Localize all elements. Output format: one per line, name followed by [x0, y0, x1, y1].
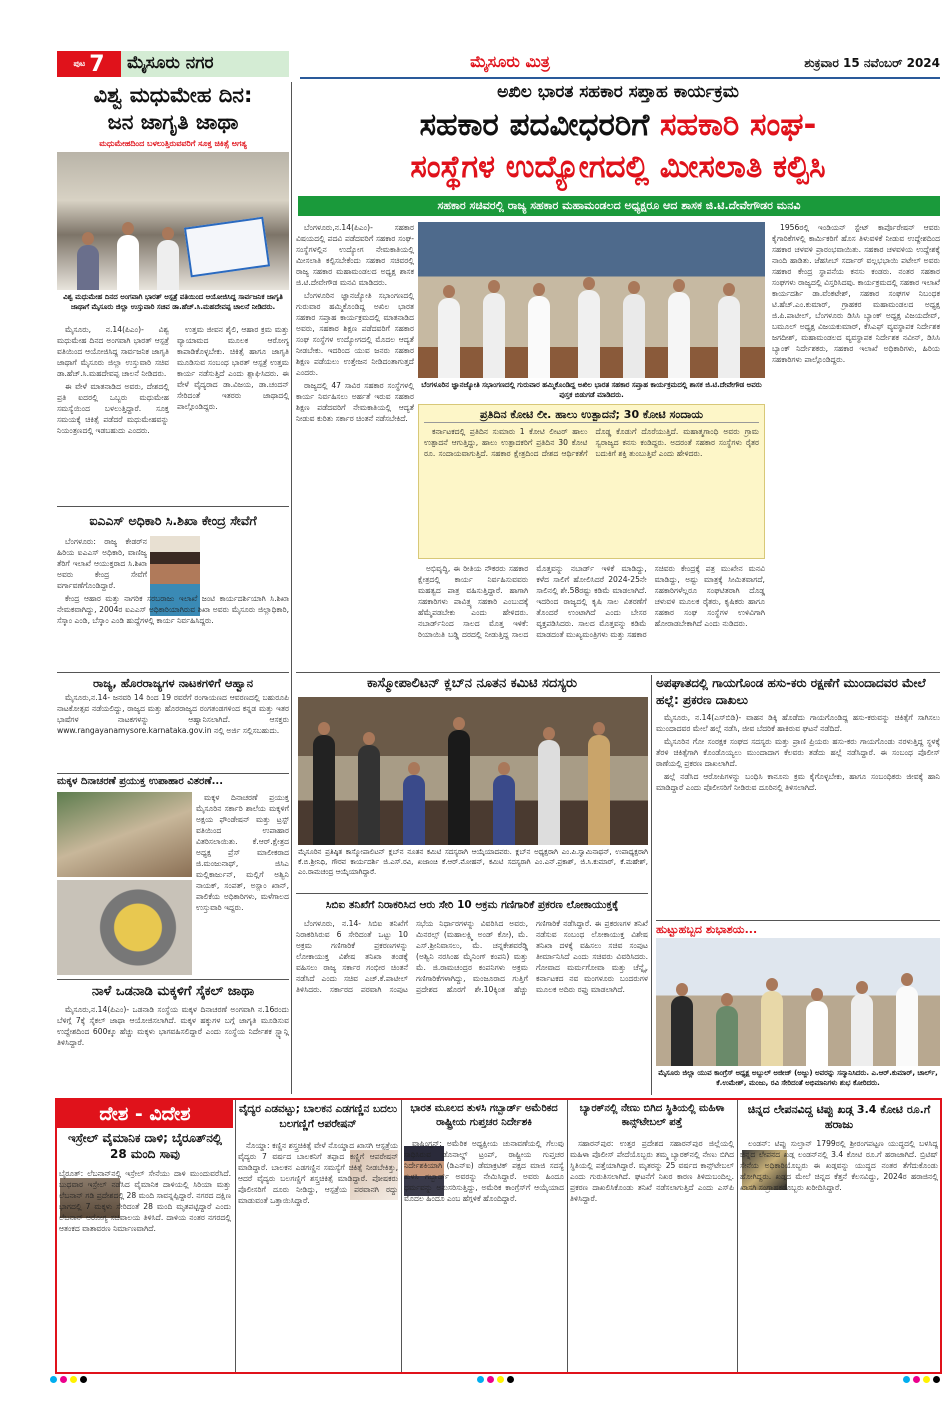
lokayukta-headline: ಸಿಬಿಐ ತನಿಖೆಗೆ ನಿರಾಕರಿಸಿದ ಆರು ಸೇರಿ 10 ಅಕ್ರಮ ಗಣಿಗಾರಿಕೆ ಪ್ರಕರಣ ಲೋಕಾಯುಕ್ತಕ್ಕೆ [325, 899, 619, 911]
paragraph: ಬೆಂಗಳೂರು, ನ.14- ಸಿಬಿಐ ತನಿಖೆಗೆ ನಿರಾಕರಿಸಿರುವ 6 ಸೇರಿದಂತೆ ಒಟ್ಟು 10 ಅಕ್ರಮ ಗಣಿಗಾರಿಕೆ ಪ್ರಕರಣಗಳನ್ನು ಲೋಕಾಯುಕ್ತ ವಿಶೇಷ ತನಿಖಾ ತಂಡಕ್ಕೆ ವಹಿಸಲು ರಾಜ್ಯ ಸರ್ಕಾರ ಗಂಭೀರ ಚಿಂತನೆ ನಡೆಸಿದೆ ಎಂದು ಸಚಿವ ಎಚ್.ಕೆ.ಪಾಟೀಲ್ ತಿಳಿಸಿದರು. ಸರ್ಕಾರದ ಪರವಾಗಿ ಸಂಪುಟ ಸಭೆಯ ನಿರ್ಧಾರಗಳನ್ನು ವಿವರಿಸಿದ ಅವರು, ಮಿನರಲ್ಸ್ (ಮಹಾಲಕ್ಷ್ಮಿ ಅಂಡ್ ಕೋ), ಮೆ. ಎಸ್.ಶ್ರೀನಿವಾಸಲು, ಮೆ. ಚನ್ನಕೇಶವರೆಡ್ಡಿ (ಅಶ್ವಿನಿ ನರಸಿಂಹ ಮೈನಿಂಗ್ ಕಂಪನಿ) ಮತ್ತು ಮೆ. ಜಿ.ರಾಮಚಂದ್ರರ ಕಂಪನಿಗಳು ಅಕ್ರಮ ಗಣಿಗಾರಿಕೆಗಳಾಗಿದ್ದು, ಮಂಜೂರಾದ ಗುತ್ತಿಗೆ ಪ್ರದೇಶದ ಹೊರಗೆ ಶೇ.10ಕ್ಕಿಂತ ಹೆಚ್ಚು ಗಣಿಗಾರಿಕೆ ನಡೆಸಿದ್ದಾರೆ. ಈ ಪ್ರಕರಣಗಳ ತನಿಖೆ ನಡೆಸುವ ಸಂಬಂಧ ಲೋಕಾಯುಕ್ತ ವಿಶೇಷ ತನಿಖಾ ದಳಕ್ಕೆ ವಹಿಸಲು ಸಚಿವ ಸಂಪುಟ ತೀರ್ಮಾನಿಸಿದೆ ಎಂದು ಸಚಿವರು ವಿವರಿಸಿದರು. ಗೋವಾದ ಮರ್ಮಗೋವಾ ಮತ್ತು ಚೆನ್ನೈ, ಕರ್ನಾಟಕದ ನವ ಮಂಗಳೂರು ಬಂದರುಗಳ ಮೂಲಕ ಅದಿರು ರಫ್ತು ಮಾಡಲಾಗಿದೆ. [296, 919, 648, 994]
divider [656, 920, 940, 921]
ias-headline: ಐಎಎಸ್ ಅಧಿಕಾರಿ ಸಿ.ಶಿಖಾ ಕೇಂದ್ರ ಸೇವೆಗೆ [89, 513, 257, 528]
story-headline: ಭಾರತ ಮೂಲದ ತುಳಸಿ ಗಬ್ಬಾರ್ಡ್ ಅಮೆರಿಕದ ರಾಷ್ಟ್ರೀಯ ಗುಪ್ತಚರ ನಿರ್ದೇಶಕಿ [410, 1103, 558, 1128]
headline-red: ಸಂಸ್ಥೆಗಳ ಉದ್ಯೋಗದಲ್ಲಿ ಮೀಸಲಾತಿ ಕಲ್ಪಿಸಿ [410, 149, 826, 185]
divider [57, 773, 289, 774]
divider [296, 672, 940, 673]
food-distribution-photo-2 [57, 880, 192, 975]
box-headline: ಪ್ರತಿದಿನ ಕೋಟಿ ಲೀ. ಹಾಲು ಉತ್ಪಾದನೆ; 30 ಕೋಟಿ ಸಂದಾಯ [424, 408, 759, 423]
paragraph: ಮೈಸೂರಿನ ಗೋ ಸಂರಕ್ಷಕ ಸಂಘದ ಸದಸ್ಯರು ಮತ್ತು ಪ್ರಾಣಿ ಪ್ರಿಯರು ಹಸು-ಕರು ಗಾಯಗೊಂಡು ನರಳುತ್ತಿದ್ದ ಸ್ಥಳಕ್ಕೆ ತೆರಳಿ ಚಿಕಿತ್ಸೆಗಾಗಿ ಕೊಂಡೊಯ್ಯಲು ಮುಂದಾದಾಗ ಕೆಲವರು ತಡೆದು ಹಲ್ಲೆ ನಡೆಸಿದ್ದಾರೆ. ಈ ಸಂಬಂಧ ಪೊಲೀಸ್ ಠಾಣೆಯಲ್ಲಿ ಪ್ರಕರಣ ದಾಖಲಾಗಿದೆ. [656, 737, 940, 768]
drama-body [57, 692, 289, 770]
story-headline: ಬ್ಯಾರಕ್‌ನಲ್ಲಿ ನೇಣು ಬಿಗಿದ ಸ್ಥಿತಿಯಲ್ಲಿ ಮಹಿಳಾ ಕಾನ್ಸ್‌ಟೇಬಲ್ ಪತ್ತೆ [579, 1103, 725, 1128]
paragraph: ಮೈಸೂರು, ನ.14(ಪಿಎಂ)- ವಿಶ್ವ ಮಧುಮೇಹ ದಿನದ ಅಂಗವಾಗಿ ಭಾರತ್ ಆಸ್ಪತ್ರೆ ವತಿಯಿಂದ ಆಯೋಜಿಸಿದ್ದ ಸಾರ್ವಜನಿಕ ಜಾಗೃತಿ ಜಾಥಾಗೆ ಮೈಸೂರು ಜಿಲ್ಲಾ ಉಸ್ತುವಾರಿ ಸಚಿವ ಡಾ.ಹೆಚ್.ಸಿ.ಮಹದೇವಪ್ಪ ಚಾಲನೆ ನೀಡಿದರು. [57, 325, 169, 378]
story-body [404, 1138, 564, 1370]
paragraph: ಬೆಂಗಳೂರು: ರಾಜ್ಯ ಕೇಡರ್‌ನ ಹಿರಿಯ ಐಎಎಸ್ ಅಧಿಕಾರಿ, ವಾಣಿಜ್ಯ ತೆರಿಗೆ ಇಲಾಖೆ ಆಯುಕ್ತರಾದ ಸಿ.ಶಿಖಾ ಅವರು ಕೇಂದ್ರ ಸೇವೆಗೆ ವರ್ಗಾವಣೆಗೊಂಡಿದ್ದಾರೆ. [57, 537, 147, 590]
divider [651, 675, 652, 1095]
paragraph: ಮೈಸೂರು, ನ.14(ಎಸ್‌ಬಿಡಿ)- ವಾಹನ ಡಿಕ್ಕಿ ಹೊಡೆದು ಗಾಯಗೊಂಡಿದ್ದ ಹಸು-ಕರುವನ್ನು ಚಿಕಿತ್ಸೆಗೆ ಸಾಗಿಸಲು ಮುಂದಾದವರ ಮೇಲೆ ಹಲ್ಲೆ ನಡೆಸಿ, ಜೀವ ಬೆದರಿಕೆ ಹಾಕಿರುವ ಘಟನೆ ನಡೆದಿದೆ. [656, 713, 940, 733]
paragraph: ಮಕ್ಕಳ ದಿನಾಚರಣೆ ಪ್ರಯುಕ್ತ ಮೈಸೂರಿನ ಸರ್ಕಾರಿ ಶಾಲೆಯ ಮಕ್ಕಳಿಗೆ ಅಕ್ಷಯ ಫೌಂಡೇಷನ್ ಮತ್ತು ಟ್ರಸ್ಟ್ ವತಿಯಿಂದ ಉಪಾಹಾರ ವಿತರಿಸಲಾಯಿತು. ಕೆ.ಆರ್.ಕ್ಷೇತ್ರದ ಅಧ್ಯಕ್ಷ ಪ್ರೆಸ್ ಮಾಲೀಕರಾದ ಜಿ.ಮಂಜುನಾಥ್, ಜಿಸಿಎ ಮಲ್ಲಿಕಾರ್ಜುನ್, ಮಲ್ಲಿಗೆ ಅಶ್ವಿನಿ ನಾಯಕ್, ಸಂಪತ್, ಅಸ್ಲಾಂ ಖಾನ್, ಪಾಲಿಕೆಯ ಅಧಿಕಾರಿಗಳು, ಮಳೆಗಾಲದ ಉಸ್ತುವಾರಿ ಇದ್ದರು. [196, 793, 289, 912]
cooperative-event-caption: ಬೆಂಗಳೂರಿನ ಜ್ಞಾನಜ್ಯೋತಿ ಸಭಾಂಗಣದಲ್ಲಿ ಗುರುವಾರ ಹಮ್ಮಿಕೊಂಡಿದ್ದ ಅಖಿಲ ಭಾರತ ಸಹಕಾರ ಸಪ್ತಾಹ ಕಾರ್ಯಕ್ರಮದಲ್ಲಿ ಶಾಸಕ ಜಿ.ಟಿ.ದೇವೇಗೌಡ ಅವರು ಪುಸ್ತಕ ಬಿಡುಗಡೆ ಮಾಡಿದರು. [421, 381, 762, 399]
divider [57, 672, 289, 673]
lead-body-right [772, 222, 940, 670]
paragraph: ಅಭಿವೃದ್ಧಿ, ಈ ರೀತಿಯ ನೌಕರರು ಸಹಕಾರ ಕ್ಷೇತ್ರದಲ್ಲಿ ಕಾರ್ಯ ನಿರ್ವಹಿಸುವವರು ಮಹತ್ವದ ಪಾತ್ರ ವಹಿಸುತ್ತಿದ್ದಾರೆ. ಹಾಗಾಗಿ ಸಹಕಾರಿಗಳು ಪಾವಿತ್ರ್ಯ ಸಹಕಾರಿ ಎಂಬುದಕ್ಕೆ ಹೆಮ್ಮೆಪಡಬೇಕು ಎಂದು ಹೇಳಿದರು. ನಬಾರ್ಡ್‌ನಿಂದ ಸಾಲದ ಮೊತ್ತ ಇಳಿಕೆ: ರಿಯಾಯಿತಿ ಬಡ್ಡಿ ದರದಲ್ಲಿ ನೀಡುತ್ತಿದ್ದ ಸಾಲದ ಮೊತ್ತವನ್ನು ನಬಾರ್ಡ್ ಇಳಿಕೆ ಮಾಡಿದ್ದು, ಕಳೆದ ಸಾಲಿಗೆ ಹೋಲಿಸಿದರೆ 2024-25ನೇ ಸಾಲಿನಲ್ಲಿ ಶೇ.58ರಷ್ಟು ಕಡಿಮೆ ಮಾಡಲಾಗಿದೆ. ಇದರಿಂದ ರಾಜ್ಯದಲ್ಲಿ ಕೃಷಿ ಸಾಲ ವಿತರಣೆಗೆ ತೊಂದರೆ ಉಂಟಾಗಿದೆ ಎಂದು ಬೇಸರ ವ್ಯಕ್ತಪಡಿಸಿದರು. ಸಾಲದ ಮೊತ್ತವನ್ನು ಕಡಿಮೆ ಮಾಡದಂತೆ ಮುಖ್ಯಮಂತ್ರಿಗಳು ಮತ್ತು ಸಹಕಾರ ಸಚಿವರು ಕೇಂದ್ರಕ್ಕೆ ಪತ್ರ ಮುಖೇನ ಮನವಿ ಮಾಡಿದ್ದು, ಅಷ್ಟು ಮಾತ್ರಕ್ಕೆ ಸೀಮಿತವಾಗದೆ, ಸಹಕಾರಿಗಳೆಲ್ಲರೂ ಸಂಘಟಿತರಾಗಿ ದೊಡ್ಡ ಚಳುವಳಿ ಮೂಲಕ ರೈತರು, ಕೃಷಿಕರು ಹಾಗೂ ಸಹಕಾರ ಸಂಘ ಸಂಸ್ಥೆಗಳ ಉಳಿವಿಗಾಗಿ ಹೋರಾಡಬೇಕಾಗಿದೆ ಎಂದು ನುಡಿದರು. [418, 564, 765, 639]
food-distribution-photo-1 [57, 792, 192, 877]
page-number: 7 [89, 51, 105, 77]
paragraph: ಈ ವೇಳೆ ಮಾತನಾಡಿದ ಅವರು, ದೇಶದಲ್ಲಿ ಪ್ರತಿ ಐದರಲ್ಲಿ ಒಬ್ಬರು ಮಧುಮೇಹ ಸಮಸ್ಯೆಯಿಂದ ಬಳಲುತ್ತಿದ್ದಾರೆ. ಸೂಕ್ತ ಸಮಯಕ್ಕೆ ಚಿಕಿತ್ಸೆ ಪಡೆದರೆ ಮಧುಮೇಹವನ್ನು ನಿಯಂತ್ರಣದಲ್ಲಿ ಇಡಬಹುದು ಎಂದರು. [57, 382, 169, 435]
diabetes-caption: ವಿಶ್ವ ಮಧುಮೇಹ ದಿನದ ಅಂಗವಾಗಿ ಭಾರತ್ ಆಸ್ಪತ್ರೆ ವತಿಯಿಂದ ಆಯೋಜಿಸಿದ್ದ ಸಾರ್ವಜನಿಕ ಜಾಗೃತಿ ಜಾಥಾಗೆ ಮೈಸೂರು ಜಿಲ್ಲಾ ಉಸ್ತುವಾರಿ ಸಚಿವ ಡಾ.ಹೆಚ್.ಸಿ.ಮಹದೇವಪ್ಪ ಚಾಲನೆ ನೀಡಿದರು. [63, 293, 283, 311]
paragraph: ಕೇಂದ್ರ ಆಹಾರ ಮತ್ತು ನಾಗರಿಕ ಸರಬರಾಜು ಇಲಾಖೆ ಜಂಟಿ ಕಾರ್ಯದರ್ಶಿಯಾಗಿ ಸಿ.ಶಿಖಾ ನೇಮಕವಾಗಿದ್ದು, 2004ರ ಐಎಎಸ್ ಅಧಿಕಾರಿಯಾಗಿರುವ ಶಿಖಾ ಅವರು ಮೈಸೂರು ಜಿಲ್ಲಾಧಿಕಾರಿ, ಸೆಸ್ಕಾಂ ಎಂಡಿ, ಬೆಸ್ಕಾಂ ಎಂಡಿ ಹುದ್ದೆಗಳಲ್ಲಿ ಕಾರ್ಯ ನಿರ್ವಹಿಸಿದ್ದರು. [57, 594, 289, 625]
headline-black: ಸಹಕಾರ ಪದವೀಧರರಿಗೆ [419, 107, 650, 143]
box-body [424, 426, 759, 554]
birthday-caption: ಮೈಸೂರು ಜಿಲ್ಲಾ ಯುವ ಕಾಂಗ್ರೆಸ್ ಅಧ್ಯಕ್ಷ ಅಬ್ದುಲ್ ಅಜೀಜ್ (ಅಜ್ಜು) ಅವರನ್ನು ಸನ್ಮಾನಿಸಿದರು. ಎ.ಆರ್.ಕುಮಾರ್, ಚಾರ್ಲ್, ಕೆ.ಉಮೇಶ್, ಮಂಜು, ರವಿ ಸೇರಿದಂತೆ ಅಭಿಮಾನಿಗಳು ಶುಭ ಕೋರಿದರು. [658, 1069, 938, 1087]
divider [235, 1100, 236, 1372]
headline-red: ಸಹಕಾರಿ ಸಂಘ- [660, 107, 817, 143]
cosmo-committee-photo [298, 697, 648, 845]
birthday-headline: ಹುಟ್ಟುಹಬ್ಬದ ಶುಭಾಶಯ... [656, 923, 758, 936]
divider [737, 1100, 738, 1372]
childrens-day-body [196, 792, 289, 975]
divider [57, 506, 289, 507]
milk-highlight-box [418, 404, 765, 559]
diabetes-rally-photo [57, 152, 289, 290]
divider [567, 1100, 568, 1372]
paragraph: ಮೈಸೂರು,ನ.14(ಪಿಎಂ)- ಒಡನಾಡಿ ಸಂಸ್ಥೆಯ ಮಕ್ಕಳ ದಿನಾಚರಣೆ ಅಂಗವಾಗಿ ನ.16ರಂದು ಬೆಳಿಗ್ಗೆ 7ಕ್ಕೆ ಸೈಕಲ್ ಜಾಥಾ ಆಯೋಜಿಸಲಾಗಿದೆ. ಮಕ್ಕಳ ಹಕ್ಕುಗಳ ಬಗ್ಗೆ ಜಾಗೃತಿ ಮೂಡಿಸುವ ಉದ್ದೇಶದಿಂದ 600ಕ್ಕೂ ಹೆಚ್ಚು ಮಕ್ಕಳು ಭಾಗವಹಿಸಲಿದ್ದಾರೆ ಎಂದು ಸಂಸ್ಥೆಯ ನಿರ್ದೇಶಕ ಸ್ಟ್ಯಾನ್ಲಿ ತಿಳಿಸಿದ್ದಾರೆ. [57, 1005, 289, 1047]
headline-line: ವಿಶ್ವ ಮಧುಮೇಹ ದಿನ: [93, 83, 253, 107]
page-label: ಪುಟ [73, 59, 86, 68]
paragraph: ಉತ್ತಮ ಜೀವನ ಶೈಲಿ, ಆಹಾರ ಕ್ರಮ ಮತ್ತು ವ್ಯಾಯಾಮದ ಮೂಲಕ ಆರೋಗ್ಯ ಕಾಪಾಡಿಕೊಳ್ಳಬೇಕು. ಚಿಕಿತ್ಸೆ ಹಾಗೂ ಜಾಗೃತಿ ಮೂಡಿಸುವ ಸಂಬಂಧ ಭಾರತ್ ಆಸ್ಪತ್ರೆ ಉತ್ತಮ ಕಾರ್ಯ ನಡೆಸುತ್ತಿದೆ ಎಂದು ಶ್ಲಾಘಿಸಿದರು. ಈ ವೇಳೆ ವೈದ್ಯರಾದ ಡಾ.ವಿಜಯ, ಡಾ.ಚಂದನ್ ಸೇರಿದಂತೆ ಇತರರು ಜಾಥಾದಲ್ಲಿ ಪಾಲ್ಗೊಂಡಿದ್ದರು. [177, 325, 289, 411]
section-name: ಮೈಸೂರು ನಗರ [121, 51, 289, 77]
divider [296, 893, 648, 894]
story-headline: ಇಸ್ರೇಲ್ ವೈಮಾನಿಕ ದಾಳಿ; ಬೈರೂತ್‌ನಲ್ಲಿ 28 ಮಂದಿ ಸಾವು [68, 1131, 222, 1161]
story-body [570, 1138, 734, 1370]
column-divider [291, 82, 292, 1094]
cycle-rally-body [57, 1004, 289, 1094]
story-body [238, 1140, 398, 1370]
paragraph: ಮೈಸೂರು,ನ.14- ಜನವರಿ 14 ರಿಂದ 19 ರವರೆಗೆ ರಂಗಾಯಣದ ಆವರಣದಲ್ಲಿ ಬಹುರೂಪಿ ನಾಟಕೋತ್ಸವ ನಡೆಯಲಿದ್ದು, ರಾಜ್ಯದ ಮತ್ತು ಹೊರರಾಜ್ಯದ ರಂಗತಂಡಗಳಿಂದ ಕನ್ನಡ ಮತ್ತು ಇತರ ಭಾಷೆಗಳ ನಾಟಕಗಳನ್ನು ಆಹ್ವಾನಿಸಲಾಗಿದೆ. ಆಸಕ್ತರು www.rangayanamysore.karnataka.gov.in ನಲ್ಲಿ ಅರ್ಜಿ ಸಲ್ಲಿಸಬಹುದು. [57, 693, 289, 735]
lead-kicker: ಅಖಿಲ ಭಾರತ ಸಹಕಾರ ಸಪ್ತಾಹ ಕಾರ್ಯಕ್ರಮ [497, 82, 739, 102]
section-title: ದೇಶ - ವಿದೇಶ [57, 1100, 233, 1128]
paragraph: ನೊಯ್ಡಾ: ಕಣ್ಣಿನ ಶಸ್ತ್ರಚಿಕಿತ್ಸೆ ವೇಳೆ ನೊಯ್ಡಾದ ಖಾಸಗಿ ಆಸ್ಪತ್ರೆಯ ವೈದ್ಯರು 7 ವರ್ಷದ ಬಾಲಕನಿಗೆ ತಪ್ಪಾದ ಕಣ್ಣಿಗೆ ಆಪರೇಷನ್ ಮಾಡಿದ್ದಾರೆ. ಬಾಲಕನ ಎಡಗಣ್ಣಿನ ಸಮಸ್ಯೆಗೆ ಚಿಕಿತ್ಸೆ ನೀಡಬೇಕಿತ್ತು, ಆದರೆ ವೈದ್ಯರು ಬಲಗಣ್ಣಿಗೆ ಶಸ್ತ್ರಚಿಕಿತ್ಸೆ ಮಾಡಿದ್ದಾರೆ. ಪೋಷಕರು ಪೊಲೀಸರಿಗೆ ದೂರು ನೀಡಿದ್ದು, ಆಸ್ಪತ್ರೆಯ ಪರವಾನಗಿ ರದ್ದು ಮಾಡುವಂತೆ ಒತ್ತಾಯಿಸಿದ್ದಾರೆ. [238, 1141, 398, 1205]
issue-date: ಶುಕ್ರವಾರ 15 ನವೆಂಬರ್ 2024 [804, 56, 940, 70]
childrens-day-headline: ಮಕ್ಕಳ ದಿನಾಚರಣೆ ಪ್ರಯುಕ್ತ ಉಪಾಹಾರ ವಿತರಣೆ... [57, 776, 224, 787]
diabetes-subhead: ಮಧುಮೇಹದಿಂದ ಬಳಲುತ್ತಿರುವವರಿಗೆ ಸೂಕ್ತ ಚಿಕಿತ್ಸೆ ಅಗತ್ಯ [99, 139, 247, 148]
paragraph: ಸಹಾರನ್‌ಪುರ: ಉತ್ತರ ಪ್ರದೇಶದ ಸಹಾರನ್‌ಪುರ ಜಿಲ್ಲೆಯಲ್ಲಿ ಮಹಿಳಾ ಪೊಲೀಸ್ ಪೇದೆಯೊಬ್ಬರು ತಮ್ಮ ಬ್ಯಾರಕ್‌ನಲ್ಲಿ ನೇಣು ಬಿಗಿದ ಸ್ಥಿತಿಯಲ್ಲಿ ಪತ್ತೆಯಾಗಿದ್ದಾರೆ. ಮೃತರನ್ನು 25 ವರ್ಷದ ಕಾನ್ಸ್‌ಟೇಬಲ್ ಎಂದು ಗುರುತಿಸಲಾಗಿದೆ. ಘಟನೆಗೆ ನಿಖರ ಕಾರಣ ತಿಳಿದುಬಂದಿಲ್ಲ. ಪ್ರಕರಣ ದಾಖಲಿಸಿಕೊಂಡು ತನಿಖೆ ನಡೆಸಲಾಗುತ್ತಿದೆ ಎಂದು ಎಸ್‌ಪಿ ತಿಳಿಸಿದ್ದಾರೆ. [570, 1139, 734, 1203]
paragraph: ಬೆಂಗಳೂರಿನ ಜ್ಞಾನಜ್ಯೋತಿ ಸಭಾಂಗಣದಲ್ಲಿ ಗುರುವಾರ ಹಮ್ಮಿಕೊಂಡಿದ್ದ ಅಖಿಲ ಭಾರತ ಸಹಕಾರ ಸಪ್ತಾಹ ಕಾರ್ಯಕ್ರಮದಲ್ಲಿ ಮಾತನಾಡಿದ ಅವರು, ಸಹಕಾರ ಶಿಕ್ಷಣ ಪಡೆದವರಿಗೆ ಸಹಕಾರ ಸಂಘ ಸಂಸ್ಥೆಗಳ ಉದ್ಯೋಗದಲ್ಲಿ ಮೊದಲ ಆದ್ಯತೆ ನೀಡಬೇಕು. ಇದರಿಂದ ಯುವ ಜನರು ಸಹಕಾರ ಶಿಕ್ಷಣ ಪಡೆಯಲು ಉತ್ತೇಜನ ನೀಡಿದಂತಾಗುತ್ತದೆ ಎಂದರು. [296, 291, 414, 377]
lead-headline [296, 104, 940, 188]
headline-line: ಜನ ಜಾಗೃತಿ ಜಾಥಾ [107, 110, 239, 134]
divider [401, 1100, 402, 1372]
cosmo-caption: ಮೈಸೂರಿನ ಪ್ರತಿಷ್ಠಿತ ಕಾಸ್ಮೋಪಾಲಿಟನ್ ಕ್ಲಬ್‌ನ ನೂತನ ಕಮಿಟಿ ಸದಸ್ಯರಾಗಿ ಆಯ್ಕೆಯಾದವರು. ಕ್ಲಬ್‌ನ ಅಧ್ಯಕ್ಷರಾಗಿ ಎಂ.ಪಿ.ಸ್ವಾಮಿನಾಥನ್, ಉಪಾಧ್ಯಕ್ಷರಾಗಿ ಕೆ.ಬಿ.ಶ್ರೀನಿಧಿ, ಗೌರವ ಕಾರ್ಯದರ್ಶಿ ಜಿ.ಎಸ್.ರವಿ, ಖಜಾಂಚಿ ಕೆ.ಆರ್.ಮೋಹನ್, ಕಮಿಟಿ ಸದಸ್ಯರಾಗಿ ಎಂ.ಎನ್.ಪ್ರಕಾಶ್, ಜಿ.ಸಿ.ಕುಮಾರ್, ಕೆ.ಮಹೇಶ್, ಎಂ.ರಾಮಚಂದ್ರ ಆಯ್ಕೆಯಾಗಿದ್ದಾರೆ. [298, 848, 648, 876]
drama-headline: ರಾಜ್ಯ, ಹೊರರಾಜ್ಯಗಳ ನಾಟಕಗಳಿಗೆ ಆಹ್ವಾನ [93, 676, 253, 690]
lead-body-left [296, 222, 414, 670]
lead-banner: ಸಹಕಾರ ಸಚಿವರಲ್ಲಿ ರಾಜ್ಯ ಸಹಕಾರ ಮಹಾಮಂಡಲದ ಅಧ್ಯಕ್ಷರೂ ಆದ ಶಾಸಕ ಜಿ.ಟಿ.ದೇವೇಗೌಡರ ಮನವಿ [298, 196, 940, 216]
page-number-badge [57, 51, 121, 77]
paragraph: ಲಂಡನ್: ಟಿಪ್ಪು ಸುಲ್ತಾನ್ 1799ರಲ್ಲಿ ಶ್ರೀರಂಗಪಟ್ಟಣ ಯುದ್ಧದಲ್ಲಿ ಬಳಸಿದ್ದ ಚಿನ್ನದ ಲೇಪನದ ಖಡ್ಗ ಲಂಡನ್‌ನಲ್ಲಿ 3.4 ಕೋಟಿ ರೂ.ಗೆ ಹರಾಜಾಗಿದೆ. ಬ್ರಿಟಿಷ್ ಸೇನೆಯ ಅಧಿಕಾರಿಯೊಬ್ಬರು ಈ ಖಡ್ಗವನ್ನು ಯುದ್ಧದ ನಂತರ ತೆಗೆದುಕೊಂಡು ಹೋಗಿದ್ದರು. ಖಡ್ಗದ ಮೇಲೆ ಚಿನ್ನದ ಕೆತ್ತನೆ ಕೆಲಸವಿದ್ದು, 2024ರ ಹರಾಜಿನಲ್ಲಿ ಖಾಸಗಿ ಸಂಗ್ರಾಹಕರೊಬ್ಬರು ಖರೀದಿಸಿದ್ದಾರೆ. [740, 1139, 938, 1192]
lokayukta-body [296, 918, 648, 1094]
lead-body-mid [418, 563, 765, 670]
paragraph: 1956ರಲ್ಲಿ ಇಂಡಿಯನ್ ಸ್ಟೇಟ್ ಕಾರ್ಪೊರೇಷನ್ ಆವರು ಕೈಗಾರಿಕೆಗಳಲ್ಲಿ ಕಾರ್ಮಿಕರಿಗೆ ಹೊಸ ತಿಳುವಳಿಕೆ ನೀಡುವ ಉದ್ದೇಶದಿಂದ ಸಹಕಾರ ಚಳವಳಿ ಪ್ರಾರಂಭವಾಯಿತು. ಸಹಕಾರ ಚಳವಳಿಯ ಉದ್ದೇಶಕ್ಕೆ ನಾಂದಿ ಹಾಡಿತು. ಜೆಹಸೀಬ್ ಸರ್ದಾರ್ ವಲ್ಲಭಭಾಯಿ ಪಟೇಲ್ ಅವರು ಸಹಕಾರ ಕೇಂದ್ರ ಸ್ಥಾಪನೆಯ ಕನಸು ಕಂಡರು. ನಂತರ ಸಹಕಾರ ಸಂಘಗಳು ರಾಜ್ಯದಲ್ಲಿ ವಿಸ್ತರಿಸಿದವು. ಕಾರ್ಯಕ್ರಮದಲ್ಲಿ ಸಹಕಾರ ಇಲಾಖೆ ಕಾರ್ಯದರ್ಶಿ ಡಾ.ವೆಂಕಟೇಶ್, ಸಹಕಾರ ಸಂಘಗಳ ನಿಬಂಧಕ ಟಿ.ಹೆಚ್.ಎಂ.ಕುಮಾರ್, ಗ್ರಾಹಕರ ಮಹಾಮಂಡಲದ ಅಧ್ಯಕ್ಷ ಜಿ.ಪಿ.ಪಾಟೀಲ್, ಬೆಂಗಳೂರು ಡಿಸಿಸಿ ಬ್ಯಾಂಕ್ ಅಧ್ಯಕ್ಷ ವಿಜಯದೇವ್, ಬಮೂಲ್ ಅಧ್ಯಕ್ಷ ವಿಜಯಕುಮಾರ್, ಕೆಸಿಎಫ್ ವ್ಯವಸ್ಥಾಪಕ ನಿರ್ದೇಶಕ ಜಗದೀಶ್, ಮಹಾಮಂಡಲದ ವ್ಯವಸ್ಥಾಪಕ ನಿರ್ದೇಶಕ ನವೀನ್, ಡಿಸಿಸಿ ಬ್ಯಾಂಕ್ ನಿರ್ದೇಶಕರು, ಸಹಕಾರ ಇಲಾಖೆ ಅಧಿಕಾರಿಗಳು, ಹಿರಿಯ ಸಹಕಾರಿಗಳು ಪಾಲ್ಗೊಂಡಿದ್ದರು. [772, 223, 940, 364]
paragraph: ವಾಷಿಂಗ್ಟನ್: ಅಮೆರಿಕ ಅಧ್ಯಕ್ಷೀಯ ಚುನಾವಣೆಯಲ್ಲಿ ಗೆಲುವು ಸಾಧಿಸಿರುವ ಡೊನಾಲ್ಡ್ ಟ್ರಂಪ್, ರಾಷ್ಟ್ರೀಯ ಗುಪ್ತಚರ ನಿರ್ದೇಶಕಿಯಾಗಿ (ಡಿಎನ್‌ಐ) ಡೆಮಾಕ್ರಟಿಕ್ ಪಕ್ಷದ ಮಾಜಿ ಸದಸ್ಯೆ ತುಳಸಿ ಗಬ್ಬಾರ್ಡ್ ಅವರನ್ನು ನೇಮಿಸಿದ್ದಾರೆ. ಅವರು ಹಿಂದೂ ಧರ್ಮವನ್ನು ಅನುಸರಿಸುತ್ತಿದ್ದು, ಅಮೆರಿಕ ಕಾಂಗ್ರೆಸ್‌ಗೆ ಆಯ್ಕೆಯಾದ ಮೊದಲ ಹಿಂದೂ ಎಂಬ ಹೆಗ್ಗಳಿಕೆ ಹೊಂದಿದ್ದಾರೆ. [404, 1139, 564, 1203]
story-body [59, 1168, 231, 1370]
cooperative-event-photo [418, 222, 765, 378]
paragraph: ಬೆಂಗಳೂರು,ನ.14(ಪಿಎಂ)- ಸಹಕಾರ ವಿಷಯದಲ್ಲಿ ಪದವಿ ಪಡೆದವರಿಗೆ ಸಹಕಾರ ಸಂಘ-ಸಂಸ್ಥೆಗಳಲ್ಲಿನ ಉದ್ಯೋಗ ನೇಮಕಾತಿಯಲ್ಲಿ ಮೀಸಲಾತಿ ಕಲ್ಪಿಸಬೇಕೆಂದು ಸಹಕಾರ ಸಚಿವರಲ್ಲಿ ರಾಜ್ಯ ಸಹಕಾರ ಮಹಾಮಂಡಲದ ಅಧ್ಯಕ್ಷ ಶಾಸಕ ಜಿ.ಟಿ.ದೇವೇಗೌಡ ಮನವಿ ಮಾಡಿದರು. [296, 223, 414, 287]
accident-headline: ಅಪಘಾತದಲ್ಲಿ ಗಾಯಗೊಂಡ ಹಸು-ಕರು ರಕ್ಷಣೆಗೆ ಮುಂದಾದವರ ಮೇಲೆ ಹಲ್ಲೆ: ಪ್ರಕರಣ ದಾಖಲು [656, 676, 926, 707]
paragraph: ಬೈರೂತ್: ಲೆಬನಾನ್‌ನಲ್ಲಿ ಇಸ್ರೇಲ್ ಸೇನೆಯು ದಾಳಿ ಮುಂದುವರೆಸಿದೆ. ಬುಧವಾರ ಇಸ್ರೇಲ್ ನಡೆಸಿದ ವೈಮಾನಿಕ ದಾಳಿಯಲ್ಲಿ ಸಿರಿಯಾ ಮತ್ತು ಲೆಬನಾನ್ ಗಡಿ ಪ್ರದೇಶದಲ್ಲಿ 28 ಮಂದಿ ಸಾವನ್ನಪ್ಪಿದ್ದಾರೆ. ನಗರದ ದಕ್ಷಿಣ ಭಾಗದಲ್ಲಿ 7 ಮಕ್ಕಳು ಸೇರಿದಂತೆ 28 ಮಂದಿ ಮೃತಪಟ್ಟಿದ್ದಾರೆ ಎಂದು ಲೆಬನಾನ್ ಆರೋಗ್ಯ ಸಚಿವಾಲಯ ತಿಳಿಸಿದೆ. ದಾಳಿಯ ನಂತರ ನಗರದಲ್ಲಿ ಆತಂಕದ ವಾತಾವರಣ ನಿರ್ಮಾಣವಾಗಿದೆ. [59, 1169, 231, 1233]
header-rule [300, 77, 940, 79]
masthead: ಮೈಸೂರು ಮಿತ್ರ [470, 52, 550, 71]
print-registration-marks [50, 1376, 940, 1386]
story-headline: ವೈದ್ಯರ ಎಡವಟ್ಟು; ಬಾಲಕನ ಎಡಗಣ್ಣಿನ ಬದಲು ಬಲಗಣ್ಣಿಗೆ ಆಪರೇಷನ್ [238, 1103, 398, 1130]
diabetes-body [57, 324, 289, 502]
paragraph: ಕರ್ನಾಟಕದಲ್ಲಿ ಪ್ರತಿದಿನ ಸುಮಾರು 1 ಕೋಟಿ ಲೀಟರ್ ಹಾಲು ಉತ್ಪಾದನೆ ಆಗುತ್ತಿದ್ದು, ಹಾಲು ಉತ್ಪಾದಕರಿಗೆ ಪ್ರತಿದಿನ 30 ಕೋಟಿ ರೂ. ಸಂದಾಯವಾಗುತ್ತಿದೆ. ಸಹಕಾರ ಕ್ಷೇತ್ರದಿಂದ ದೇಶದ ಆರ್ಥಿಕತೆಗೆ ದೊಡ್ಡ ಕೊಡುಗೆ ದೊರೆಯುತ್ತಿದೆ. ಮಹಾತ್ಮಗಾಂಧಿ ಅವರು ಗ್ರಾಮ ಸ್ವರಾಜ್ಯದ ಕನಸು ಕಂಡಿದ್ದರು. ಅದರಂತೆ ಸಹಕಾರ ಸಂಸ್ಥೆಗಳು ರೈತರ ಬದುಕಿಗೆ ಶಕ್ತಿ ತುಂಬುತ್ತಿವೆ ಎಂದು ಹೇಳಿದರು. [424, 427, 759, 458]
birthday-photo [656, 938, 940, 1066]
ias-body [57, 536, 289, 670]
paragraph: ಹಲ್ಲೆ ನಡೆಸಿದ ಆರೋಪಿಗಳನ್ನು ಬಂಧಿಸಿ ಕಾನೂನು ಕ್ರಮ ಕೈಗೊಳ್ಳಬೇಕು, ಹಾಗೂ ಸಂಬಂಧಿಕರು ಜೀವಕ್ಕೆ ಹಾನಿ ಮಾಡಿದ್ದಾರೆ ಎಂದು ಪೊಲೀಸರಿಗೆ ನೀಡಿರುವ ದೂರಿನಲ್ಲಿ ತಿಳಿಸಲಾಗಿದೆ. [656, 772, 940, 792]
paragraph: ರಾಜ್ಯದಲ್ಲಿ 47 ಸಾವಿರ ಸಹಕಾರ ಸಂಸ್ಥೆಗಳಲ್ಲಿ ಕಾರ್ಯ ನಿರ್ವಹಿಸಲು ಅರ್ಹತೆ ಇರುವ ಸಹಕಾರ ಶಿಕ್ಷಣ ಪಡೆದವರಿಗೆ ನೇಮಕಾತಿಯಲ್ಲಿ ಆದ್ಯತೆ ನೀಡುವ ಕುರಿತು ಸರ್ಕಾರ ಚಿಂತನೆ ನಡೆಸಬೇಕಿದೆ. [296, 381, 414, 423]
diabetes-headline [57, 82, 289, 136]
cycle-rally-headline: ನಾಳೆ ಒಡನಾಡಿ ಮಕ್ಕಳಿಗೆ ಸೈಕಲ್ ಜಾಥಾ [91, 984, 255, 999]
cosmo-headline: ಕಾಸ್ಮೋಪಾಲಿಟನ್ ಕ್ಲಬ್‌ನ ನೂತನ ಕಮಿಟಿ ಸದಸ್ಯರು [366, 676, 578, 691]
story-headline: ಚಿನ್ನದ ಲೇಪನವಿದ್ದ ಟಿಪ್ಪು ಖಡ್ಗ 3.4 ಕೋಟಿ ರೂ.ಗೆ ಹರಾಜು [747, 1103, 931, 1131]
story-body [740, 1138, 938, 1370]
divider [57, 979, 289, 980]
accident-body [656, 712, 940, 917]
